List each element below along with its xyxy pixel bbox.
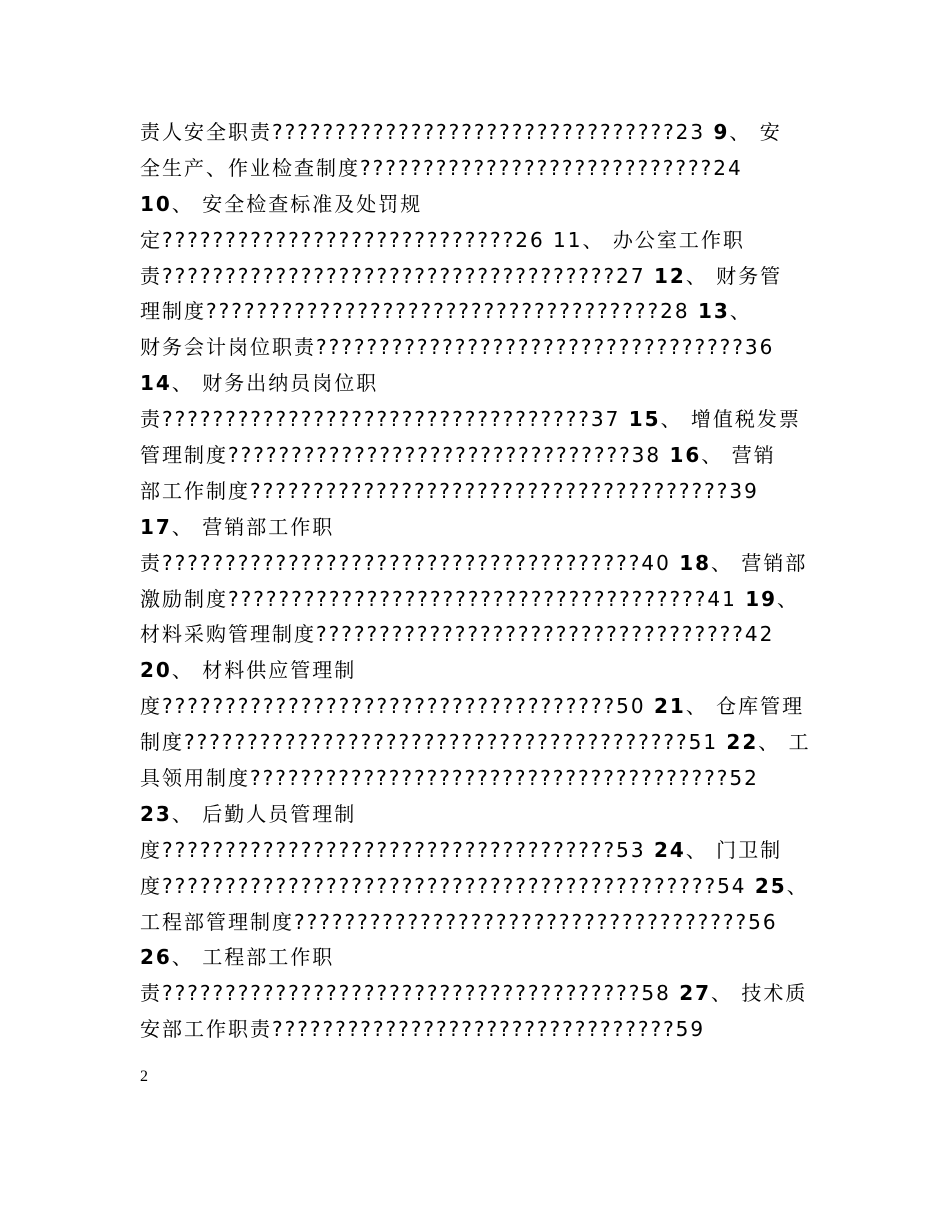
toc-text: 责????????????????????????????????????27 — [140, 263, 654, 288]
toc-text: 、 — [777, 586, 800, 611]
toc-line — [140, 259, 820, 295]
toc-text: 、 增值税发票 — [660, 407, 801, 432]
toc-text: 、 营销部 — [711, 550, 808, 575]
toc-text: 全生产、作业检查制度????????????????????????????24 — [140, 155, 743, 180]
toc-text: 度????????????????????????????????????????????54 — [140, 873, 755, 898]
page-number: 2 — [140, 1068, 148, 1085]
table-of-contents — [140, 115, 820, 1048]
toc-line — [140, 151, 820, 187]
toc-entry-number: 9 — [713, 120, 730, 144]
toc-line — [140, 761, 820, 797]
toc-text: 、 后勤人员管理制 — [171, 801, 357, 826]
toc-text: 、 — [786, 873, 809, 898]
toc-entry-number: 22 — [726, 730, 759, 755]
toc-text: 工程部管理制度????????????????????????????????????56 — [140, 909, 778, 934]
toc-line — [140, 546, 820, 582]
toc-entry-number: 26 — [140, 945, 172, 970]
toc-entry-number: 24 — [653, 837, 686, 862]
toc-entry-number: 15 — [628, 407, 661, 432]
toc-text: 、 财务出纳员岗位职 — [171, 371, 379, 396]
toc-line — [140, 366, 820, 402]
toc-text: 度????????????????????????????????????53 — [140, 837, 654, 862]
toc-text: 度????????????????????????????????????50 — [140, 694, 654, 719]
toc-text: 激励制度??????????????????????????????????????41 — [140, 586, 746, 611]
toc-entry-number: 14 — [140, 371, 172, 396]
toc-line — [140, 905, 820, 941]
toc-text: 、 财务管 — [685, 263, 783, 288]
toc-text: 、 技术质 — [711, 981, 808, 1006]
toc-line — [140, 474, 820, 510]
toc-line — [140, 1012, 820, 1048]
toc-line — [140, 976, 820, 1012]
toc-entry-number: 19 — [745, 586, 778, 611]
toc-entry-number: 23 — [140, 801, 172, 826]
toc-line — [140, 653, 820, 689]
toc-line — [140, 617, 820, 653]
toc-entry-number: 20 — [140, 658, 172, 683]
toc-line — [140, 115, 820, 151]
toc-text: 、 材料供应管理制 — [171, 658, 357, 683]
toc-entry-number: 13 — [697, 299, 730, 324]
toc-entry-number: 25 — [754, 873, 787, 898]
toc-text: 理制度????????????????????????????????????28 — [140, 299, 698, 324]
toc-text: 、 安全检查标准及处罚规 — [171, 191, 423, 216]
toc-text: 安部工作职责????????????????????????????????59 — [140, 1017, 706, 1042]
toc-line — [140, 689, 820, 725]
toc-text: 具领用制度??????????????????????????????????????52 — [140, 766, 759, 791]
toc-text: 、 工 — [758, 730, 811, 755]
toc-line — [140, 797, 820, 833]
toc-line — [140, 330, 820, 366]
toc-text: 、 安 — [729, 120, 782, 144]
toc-entry-number: 10 — [140, 191, 172, 216]
toc-entry-number: 27 — [679, 981, 712, 1006]
toc-line — [140, 510, 820, 546]
toc-line — [140, 187, 820, 223]
toc-line — [140, 294, 820, 330]
toc-entry-number: 12 — [653, 263, 686, 288]
toc-entry-number: 21 — [653, 694, 686, 719]
toc-text: 管理制度????????????????????????????????38 — [140, 443, 670, 468]
toc-text: 、 门卫制 — [685, 837, 783, 862]
toc-text: 责??????????????????????????????????????58 — [140, 981, 680, 1006]
toc-line — [140, 869, 820, 905]
toc-text: 责??????????????????????????????????????40 — [140, 550, 680, 575]
toc-line — [140, 582, 820, 618]
toc-text: 、 营销部工作职 — [171, 514, 335, 539]
toc-entry-number: 17 — [140, 514, 172, 539]
toc-entry-number: 18 — [679, 550, 712, 575]
toc-text: 、 — [729, 299, 752, 324]
toc-text: 、 仓库管理 — [685, 694, 805, 719]
toc-text: 责??????????????????????????????????37 — [140, 407, 629, 432]
toc-line — [140, 725, 820, 761]
toc-text: 定????????????????????????????26 11、 办公室工作职 — [140, 227, 745, 252]
toc-text: 、 营销 — [701, 443, 776, 468]
toc-text: 、 工程部工作职 — [171, 945, 335, 970]
toc-line — [140, 940, 820, 976]
toc-line — [140, 402, 820, 438]
toc-text: 财务会计岗位职责??????????????????????????????????36 — [140, 335, 775, 360]
toc-line — [140, 833, 820, 869]
toc-line — [140, 438, 820, 474]
toc-text: 材料采购管理制度??????????????????????????????????42 — [140, 622, 775, 647]
toc-entry-number: 16 — [669, 443, 702, 468]
toc-text: 部工作制度??????????????????????????????????????39 — [140, 478, 759, 503]
toc-text: 责人安全职责????????????????????????????????23 — [140, 120, 714, 144]
toc-line — [140, 223, 820, 259]
toc-text: 制度????????????????????????????????????????51 — [140, 730, 727, 755]
